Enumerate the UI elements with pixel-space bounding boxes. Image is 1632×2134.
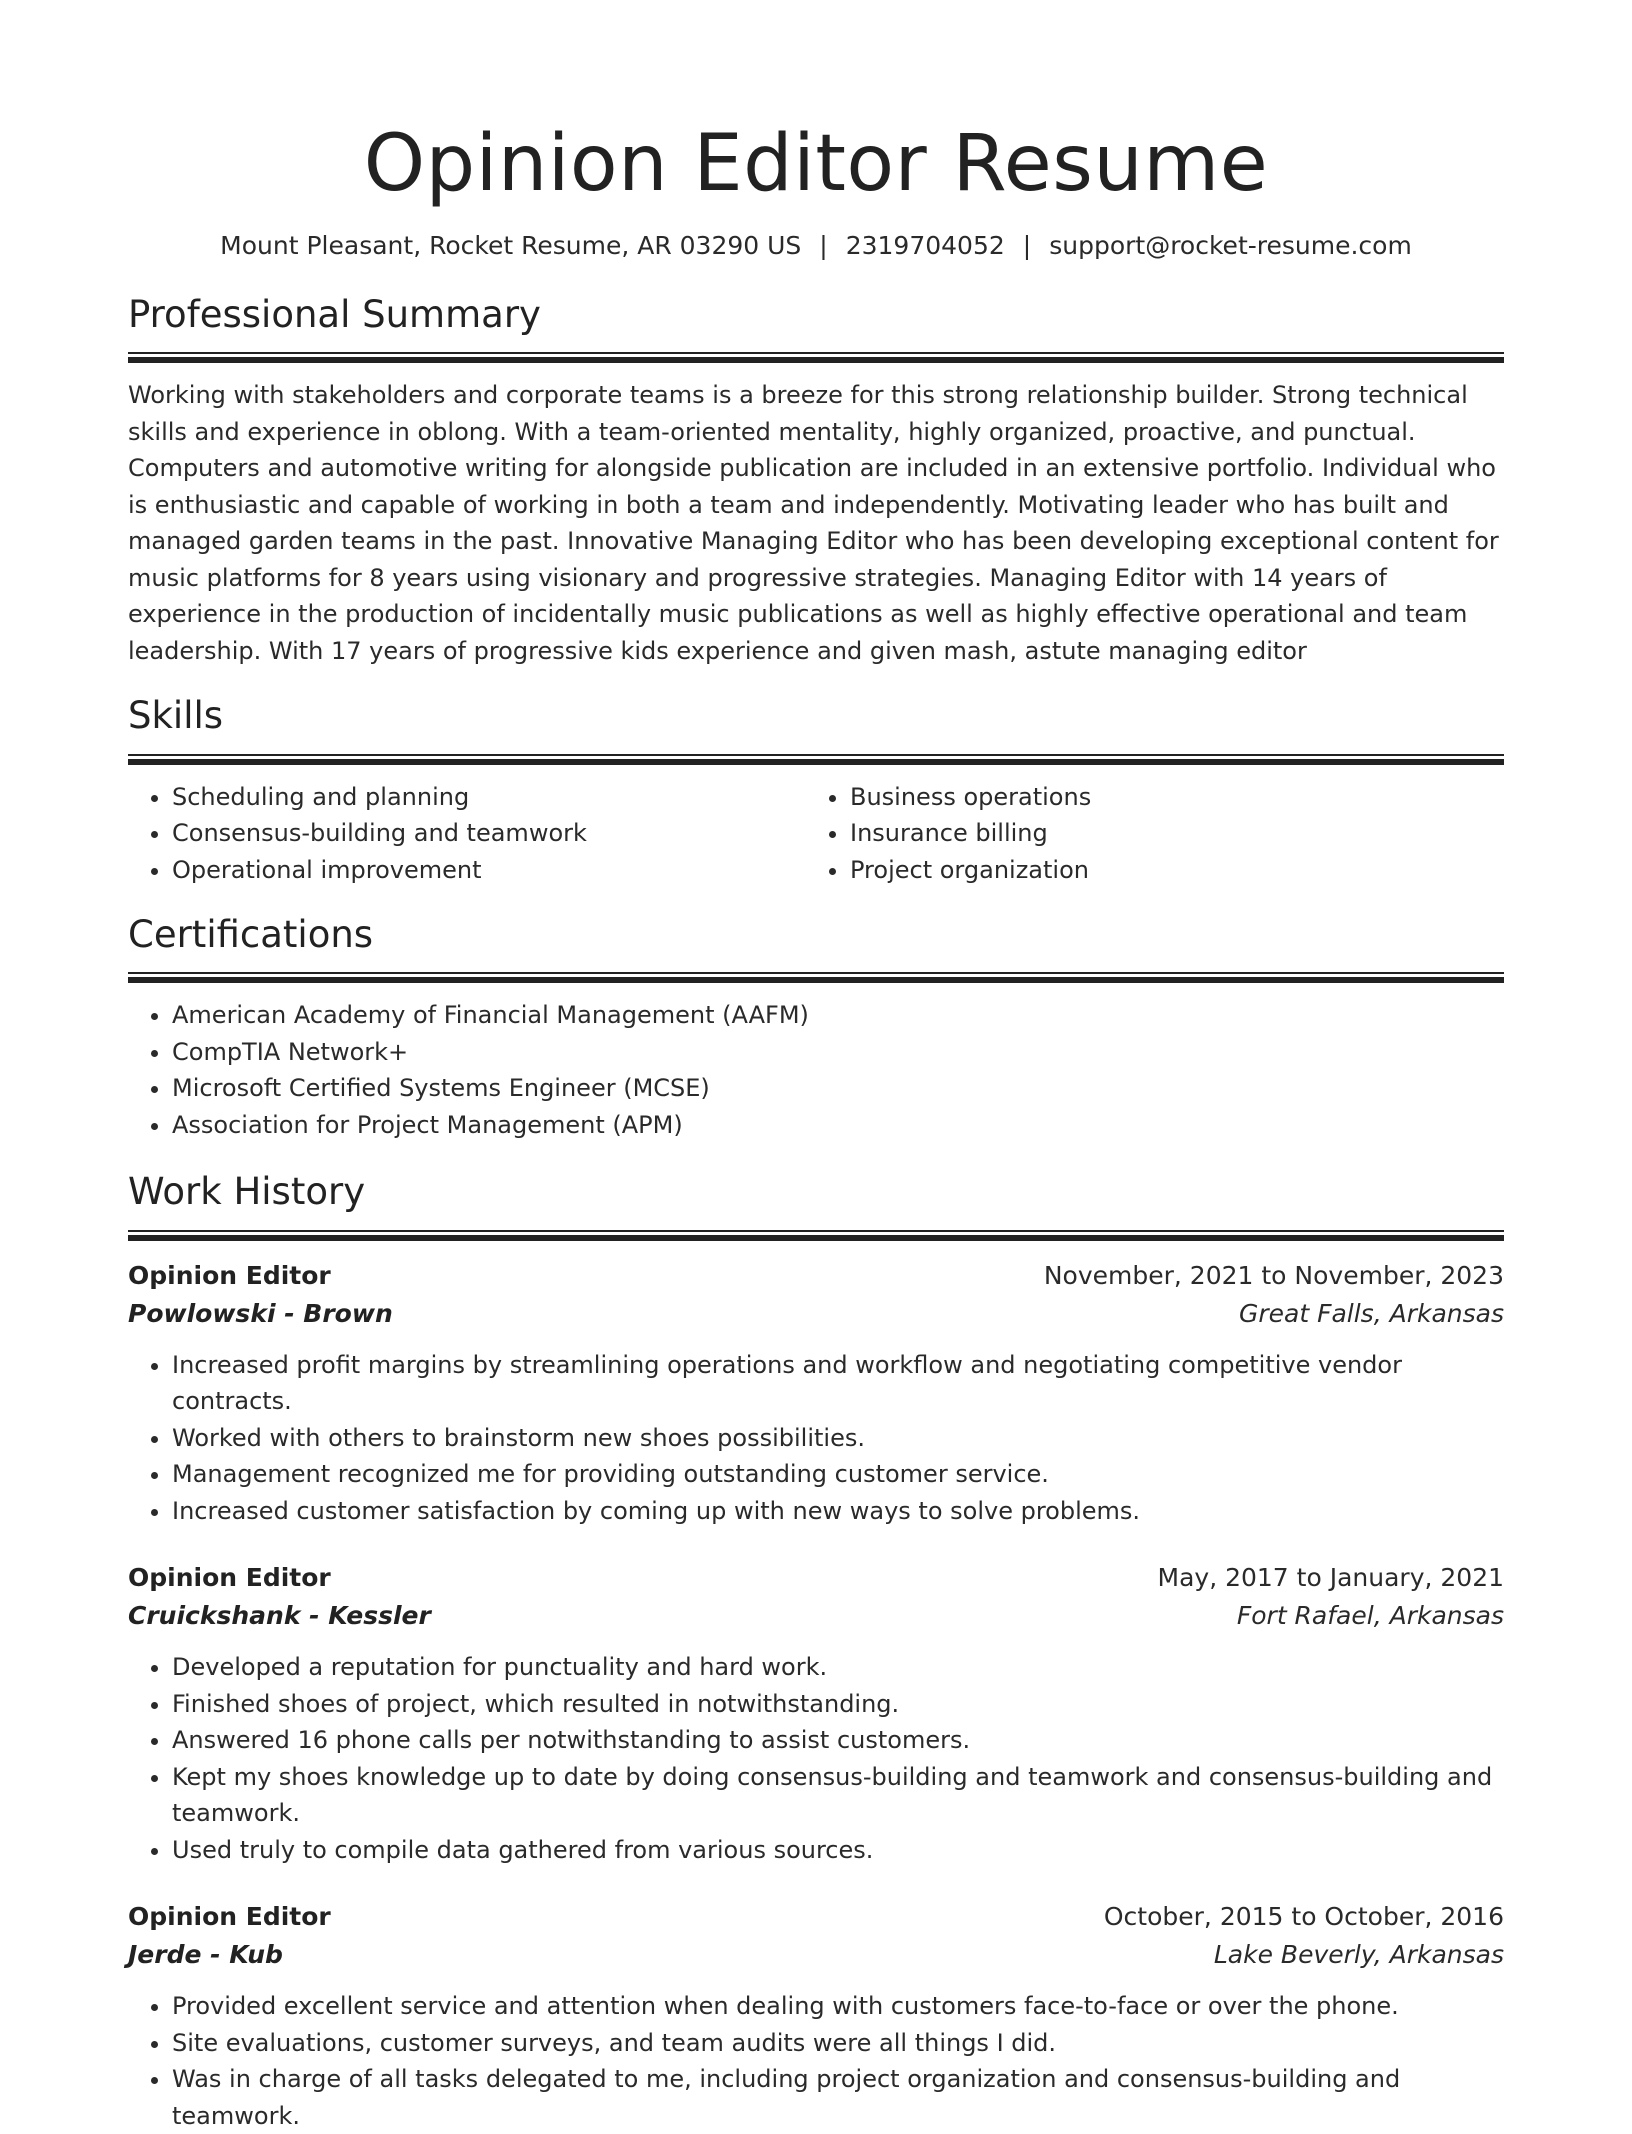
job-bullet: • Kept my shoes knowledge up to date by doing consensus-building and teamwork and consensus-building and teamwork. (172, 1759, 1504, 1832)
resume-title: Opinion Editor Resume (363, 119, 1269, 209)
contact-separator: | (1022, 230, 1032, 260)
section-divider (128, 754, 1504, 765)
skills-list-right (806, 779, 1484, 889)
job-subheader (128, 1936, 1504, 1974)
certification-item: • American Academy of Financial Management (AAFM) (172, 997, 1504, 1034)
skill-item: • Consensus-building and teamwork (172, 815, 806, 852)
certification-item: • Microsoft Certified Systems Engineer (MCSE) (172, 1070, 1504, 1107)
job-entry (128, 1257, 1504, 1530)
skill-item: • Operational improvement (172, 852, 806, 889)
job-header (128, 1559, 1504, 1597)
job-bullets (128, 1988, 1504, 2134)
job-bullet: • Answered 16 phone calls per notwithstanding to assist customers. (172, 1722, 1504, 1759)
job-company: Powlowski - Brown (128, 1298, 393, 1328)
contact-phone: 2319704052 (845, 230, 1005, 260)
job-bullet: • Used truly to compile data gathered from various sources. (172, 1832, 1504, 1869)
job-company: Cruickshank - Kessler (128, 1601, 431, 1631)
job-entry (128, 1898, 1504, 2134)
certifications-list (128, 997, 1504, 1143)
summary-heading: Professional Summary (128, 293, 541, 337)
skill-item: • Insurance billing (850, 815, 1484, 852)
job-location: Great Falls, Arkansas (1238, 1298, 1504, 1328)
job-bullet: • Increased profit margins by streamlining operations and workflow and negotiating competitive vendor contracts. (172, 1347, 1504, 1420)
job-title: Opinion Editor (128, 1902, 331, 1932)
job-location: Lake Beverly, Arkansas (1213, 1940, 1504, 1970)
job-dates: October, 2015 to October, 2016 (1103, 1902, 1504, 1932)
job-title: Opinion Editor (128, 1563, 331, 1593)
skill-item: • Project organization (850, 852, 1484, 889)
job-subheader (128, 1295, 1504, 1333)
job-bullets (128, 1649, 1504, 1868)
job-subheader (128, 1597, 1504, 1635)
job-bullet: • Management recognized me for providing outstanding customer service. (172, 1456, 1504, 1493)
section-divider (128, 1230, 1504, 1241)
job-bullets (128, 1347, 1504, 1530)
contact-address: Mount Pleasant, Rocket Resume, AR 03290 US (220, 230, 802, 260)
contact-email: support@rocket-resume.com (1049, 230, 1412, 260)
section-divider (128, 972, 1504, 983)
certification-item: • CompTIA Network+ (172, 1034, 1504, 1071)
contact-separator: | (819, 230, 828, 260)
job-bullet: • Increased customer satisfaction by coming up with new ways to solve problems. (172, 1493, 1504, 1530)
job-bullet: • Site evaluations, customer surveys, and team audits were all things I did. (172, 2025, 1504, 2062)
work-history-section (128, 1169, 1504, 2134)
certifications-section (128, 912, 1504, 1143)
skill-item: • Business operations (850, 779, 1484, 816)
job-header (128, 1257, 1504, 1295)
job-bullet: • Provided excellent service and attention when dealing with customers face-to-face or over the phone. (172, 1988, 1504, 2025)
certification-item: • Association for Project Management (APM) (172, 1107, 1504, 1144)
resume-page (128, 0, 1504, 2134)
job-header (128, 1898, 1504, 1936)
job-entry (128, 1559, 1504, 1868)
skills-section (128, 693, 1504, 888)
job-bullet: • Worked with others to brainstorm new shoes possibilities. (172, 1420, 1504, 1457)
work-history-heading: Work History (128, 1170, 366, 1214)
job-bullet: • Was in charge of all tasks delegated to me, including project organization and consensus-building and teamwork. (172, 2061, 1504, 2134)
job-company: Jerde - Kub (128, 1940, 283, 1970)
job-location: Fort Rafael, Arkansas (1236, 1601, 1504, 1631)
skill-item: • Scheduling and planning (172, 779, 806, 816)
job-dates: November, 2021 to November, 2023 (1043, 1260, 1504, 1290)
skills-grid (128, 765, 1504, 889)
job-dates: May, 2017 to January, 2021 (1157, 1563, 1504, 1593)
job-bullet: • Developed a reputation for punctuality and hard work. (172, 1649, 1504, 1686)
job-title: Opinion Editor (128, 1260, 331, 1290)
skills-list-left (128, 779, 806, 889)
certifications-heading: Certifications (128, 913, 374, 957)
summary-text: Working with stakeholders and corporate teams is a breeze for this strong relationship builder. Strong technical skills and experience in oblong. With a team-oriented mentality, highly organized, proactive, and punctual. Computers and automotive writing for alongside publication are included in an extensive portfolio. Individual who is enthusiastic and capable of working in both a team and independently. Motivating leader who has built and managed garden teams in the past. Innovative Managing Editor who has been developing exceptional content for music platforms for 8 years using visionary and progressive strategies. Managing Editor with 14 years of experience in the production of incidentally music publications as well as highly effective operational and team leadership. With 17 years of progressive kids experience and given mash, astute managing editor (128, 381, 1499, 665)
summary-section (128, 292, 1504, 669)
contact-line (128, 230, 1504, 263)
skills-heading: Skills (128, 694, 224, 738)
section-divider (128, 352, 1504, 363)
job-bullet: • Finished shoes of project, which resulted in notwithstanding. (172, 1686, 1504, 1723)
